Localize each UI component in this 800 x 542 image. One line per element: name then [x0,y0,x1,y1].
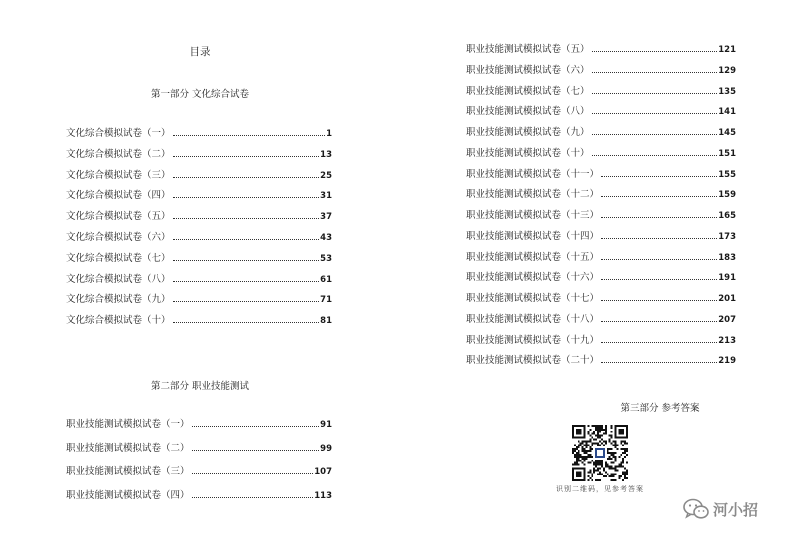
watermark [683,498,758,520]
toc-entry[interactable] [66,128,332,149]
toc-entry-page-number: 71 [320,295,332,306]
toc-entry[interactable] [466,148,736,169]
toc-leader-dots [592,93,718,94]
toc-leader-dots [592,113,718,114]
toc-entry[interactable] [466,335,736,356]
toc-entry-page-number: 107 [314,467,332,477]
toc-entry-label: 文化综合模拟试卷（九） [66,294,171,306]
toc-leader-dots [601,238,717,239]
toc-entry-page-number: 25 [320,170,332,181]
toc-entry-label: 职业技能测试模拟试卷（十） [466,147,590,159]
toc-entry-page-number: 213 [718,335,736,346]
toc-leader-dots [601,217,717,218]
toc-entry[interactable] [66,149,332,170]
toc-entry-label: 文化综合模拟试卷（三） [66,169,171,181]
toc-entry-page-number: 31 [320,191,332,202]
toc-entry-label: 职业技能测试模拟试卷（二十） [466,355,600,367]
toc-entry-page-number: 43 [320,232,332,243]
toc-leader-dots [601,321,717,322]
toc-entry-label: 职业技能测试模拟试卷（十三） [466,210,600,221]
toc-entry-page-number: 99 [320,443,332,454]
toc-entry-label: 文化综合模拟试卷（五） [66,211,171,223]
toc-entry[interactable] [466,314,736,335]
toc-entry-page-number: 91 [320,420,332,430]
toc-entry-label: 职业技能测试模拟试卷（十六） [466,272,600,284]
qr-caption: 识别二维码，见参考答案 [556,485,644,493]
right-page [400,0,800,542]
toc-entry-page-number: 159 [718,190,736,201]
toc-entry[interactable] [466,86,736,107]
toc-entry-label: 职业技能测试模拟试卷（二） [66,442,190,454]
toc-entry-label: 文化综合模拟试卷（八） [66,273,171,285]
toc-entry[interactable] [466,169,736,190]
toc-leader-dots [601,362,717,363]
toc-entry[interactable] [66,274,332,295]
toc-entry[interactable] [66,443,332,467]
toc-entry-label: 文化综合模拟试卷（四） [66,190,171,202]
toc-entry-page-number: 155 [718,169,736,180]
toc-entry-page-number: 145 [718,128,736,138]
toc-entry-page-number: 129 [718,65,736,76]
toc-entry-page-number: 201 [718,294,736,304]
toc-entry-label: 文化综合模拟试卷（一） [66,128,171,139]
toc-entry-page-number: 173 [718,231,736,242]
toc-entry-page-number: 13 [320,149,332,160]
toc-entry[interactable] [466,210,736,231]
toc-entry[interactable] [466,293,736,314]
wechat-icon [683,498,709,520]
toc-entry-label: 职业技能测试模拟试卷（十四） [466,230,600,242]
toc-leader-dots [173,177,320,178]
toc-entry-label: 文化综合模拟试卷（六） [66,231,171,243]
toc-leader-dots [601,300,717,301]
toc-leader-dots [601,342,717,343]
toc-entry-label: 职业技能测试模拟试卷（十二） [466,189,600,201]
toc-leader-dots [592,134,718,135]
part3-heading: 第三部分 参考答案 [620,403,700,414]
toc-entry[interactable] [66,253,332,274]
part2-heading: 第二部分 职业技能测试 [150,381,250,392]
toc-entry[interactable] [66,232,332,253]
toc-entry[interactable] [466,189,736,210]
toc-entry-page-number: 1 [326,129,332,139]
toc-entry[interactable] [466,355,736,376]
toc-leader-dots [592,155,718,156]
toc-entry[interactable] [66,419,332,443]
toc-entry-page-number: 135 [718,86,736,97]
toc-leader-dots [592,72,718,73]
toc-entry[interactable] [66,466,332,490]
toc-entry-page-number: 121 [718,45,736,55]
part2-toc-list [66,419,332,513]
toc-leader-dots [192,450,320,451]
toc-entry[interactable] [66,490,332,514]
toc-leader-dots [601,176,717,177]
toc-entry-label: 职业技能测试模拟试卷（八） [466,106,590,118]
toc-entry-page-number: 183 [718,252,736,263]
toc-entry-label: 职业技能测试模拟试卷（十一） [466,168,600,180]
toc-leader-dots [601,259,717,260]
toc-leader-dots [192,426,320,427]
toc-entry-page-number: 53 [320,253,332,264]
toc-leader-dots [173,281,320,282]
toc-leader-dots [173,156,320,157]
toc-entry-label: 职业技能测试模拟试卷（一） [66,419,190,430]
toc-entry-label: 职业技能测试模拟试卷（五） [466,44,590,55]
toc-entry-label: 职业技能测试模拟试卷（十九） [466,334,600,346]
toc-entry[interactable] [466,44,736,65]
toc-leader-dots [192,473,314,474]
toc-leader-dots [173,239,320,240]
toc-entry-label: 文化综合模拟试卷（二） [66,148,171,160]
toc-leader-dots [173,322,320,323]
toc-entry-page-number: 207 [718,314,736,325]
toc-entry[interactable] [66,170,332,191]
toc-entry-page-number: 151 [718,148,736,159]
watermark-text: 河小招 [713,500,759,519]
toc-entry-label: 文化综合模拟试卷（七） [66,252,171,264]
toc-leader-dots [592,51,718,52]
toc-entry-label: 职业技能测试模拟试卷（十五） [466,251,600,263]
toc-entry[interactable] [66,315,332,336]
toc-title: 目录 [189,46,211,58]
toc-entry[interactable] [466,252,736,273]
toc-entry-page-number: 219 [718,356,736,367]
toc-entry-label: 职业技能测试模拟试卷（三） [66,466,190,477]
toc-entry-page-number: 141 [718,107,736,118]
toc-leader-dots [601,279,717,280]
toc-leader-dots [192,497,314,498]
toc-entry[interactable] [466,106,736,127]
toc-entry-label: 职业技能测试模拟试卷（六） [466,64,590,76]
toc-entry-label: 职业技能测试模拟试卷（十八） [466,313,600,325]
toc-entry[interactable] [66,294,332,315]
toc-entry-page-number: 81 [320,316,332,327]
toc-entry[interactable] [66,211,332,232]
toc-entry-page-number: 37 [320,212,332,223]
part1-toc-list [66,128,332,336]
toc-leader-dots [173,135,326,136]
toc-entry[interactable] [466,272,736,293]
part2-toc-list-continued [466,44,736,376]
toc-entry-label: 文化综合模拟试卷（十） [66,315,171,327]
toc-entry-page-number: 113 [314,490,332,501]
toc-entry-page-number: 165 [718,211,736,221]
toc-entry-label: 职业技能测试模拟试卷（十七） [466,293,600,304]
toc-leader-dots [173,218,320,219]
toc-entry-label: 职业技能测试模拟试卷（七） [466,85,590,97]
toc-entry[interactable] [466,231,736,252]
part1-heading: 第一部分 文化综合试卷 [150,89,250,100]
toc-leader-dots [173,197,320,198]
toc-entry[interactable] [466,127,736,148]
toc-entry-page-number: 191 [718,273,736,284]
toc-entry-label: 职业技能测试模拟试卷（四） [66,489,190,501]
qr-code-icon[interactable] [572,425,628,481]
toc-entry[interactable] [66,190,332,211]
toc-leader-dots [173,301,320,302]
toc-entry-page-number: 61 [320,274,332,285]
toc-leader-dots [173,260,320,261]
toc-entry-label: 职业技能测试模拟试卷（九） [466,127,590,138]
toc-entry[interactable] [466,65,736,86]
toc-leader-dots [601,196,717,197]
